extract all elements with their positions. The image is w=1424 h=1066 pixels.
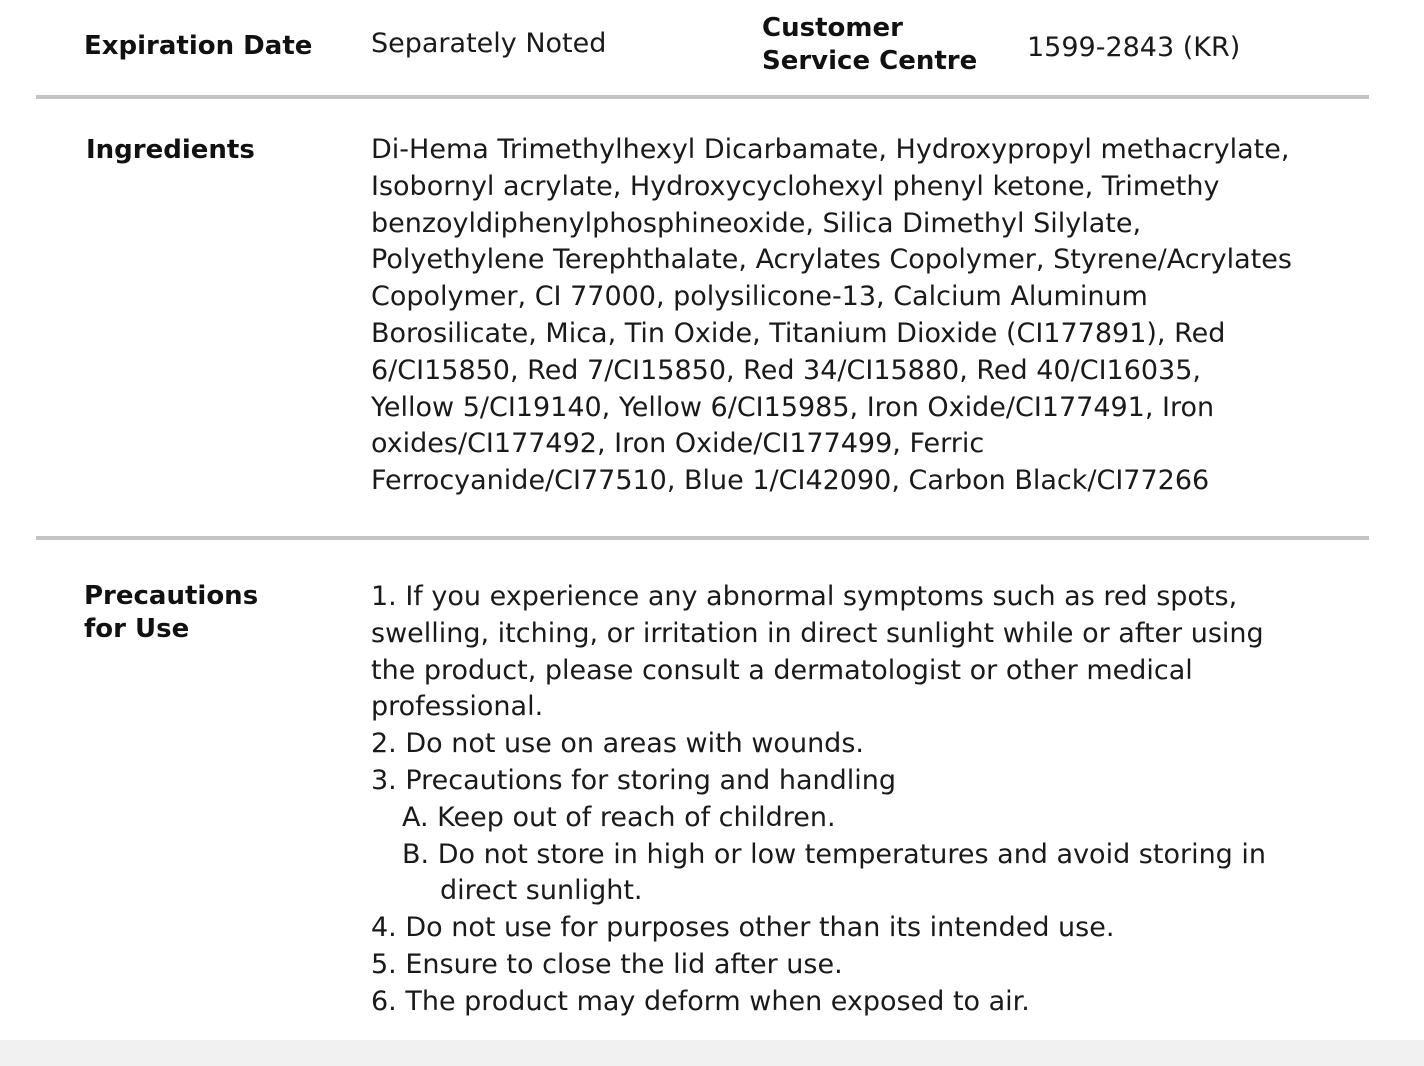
ingredients-line: benzoyldiphenylphosphineoxide, Silica Dimethyl Silylate, bbox=[371, 207, 1142, 239]
ingredients-line: 6/CI15850, Red 7/CI15850, Red 34/CI15880, Red 40/CI16035, bbox=[371, 354, 1201, 386]
precaution-item: 1. If you experience any abnormal symptoms such as red spots, bbox=[371, 581, 1238, 612]
divider-top bbox=[36, 95, 1369, 99]
customer-service-label: Customer Service Centre bbox=[762, 13, 978, 76]
precaution-item: 5. Ensure to close the lid after use. bbox=[371, 948, 843, 980]
precaution-item: 3. Precautions for storing and handling bbox=[371, 764, 897, 796]
ingredients-text bbox=[371, 132, 1292, 500]
expiration-date-label: Expiration Date bbox=[84, 31, 313, 61]
ingredients-line: Di-Hema Trimethylhexyl Dicarbamate, Hydroxypropyl methacrylate, bbox=[371, 134, 1290, 165]
expiration-date-value: Separately Noted bbox=[371, 28, 607, 59]
ingredients-line: Isobornyl acrylate, Hydroxycyclohexyl phenyl ketone, Trimethy bbox=[371, 170, 1220, 202]
ingredients-line: Borosilicate, Mica, Tin Oxide, Titanium Dioxide (CI177891), Red bbox=[371, 317, 1226, 349]
precaution-item: the product, please consult a dermatologist or other medical bbox=[371, 654, 1193, 686]
precaution-item: 4. Do not use for purposes other than its intended use. bbox=[371, 912, 1115, 944]
ingredients-label: Ingredients bbox=[86, 135, 255, 165]
precaution-subitem: direct sunlight. bbox=[440, 875, 643, 907]
ingredients-line: Copolymer, CI 77000, polysilicone-13, Calcium Aluminum bbox=[371, 281, 1148, 313]
ingredients-line: Polyethylene Terephthalate, Acrylates Copolymer, Styrene/Acrylates bbox=[371, 244, 1292, 276]
ingredients-line: oxides/CI177492, Iron Oxide/CI177499, Ferric bbox=[371, 428, 985, 460]
customer-service-value: 1599-2843 (KR) bbox=[1027, 32, 1241, 63]
divider-middle bbox=[36, 536, 1369, 540]
precaution-item: 2. Do not use on areas with wounds. bbox=[371, 728, 864, 760]
precaution-item: swelling, itching, or irritation in direct sunlight while or after using bbox=[371, 617, 1264, 649]
ingredients-line: Ferrocyanide/CI77510, Blue 1/CI42090, Carbon Black/CI77266 bbox=[371, 465, 1210, 497]
precaution-subitem: A. Keep out of reach of children. bbox=[402, 801, 836, 833]
bottom-band bbox=[0, 1040, 1424, 1066]
precaution-item: 6. The product may deform when exposed to air. bbox=[371, 985, 1030, 1017]
precaution-item: professional. bbox=[371, 691, 544, 723]
precaution-subitem: B. Do not store in high or low temperatures and avoid storing in bbox=[402, 838, 1267, 870]
ingredients-line: Yellow 5/CI19140, Yellow 6/CI15985, Iron Oxide/CI177491, Iron bbox=[371, 391, 1215, 423]
precautions-label: Precautions for Use bbox=[84, 581, 259, 644]
precautions-list bbox=[371, 579, 1266, 1021]
